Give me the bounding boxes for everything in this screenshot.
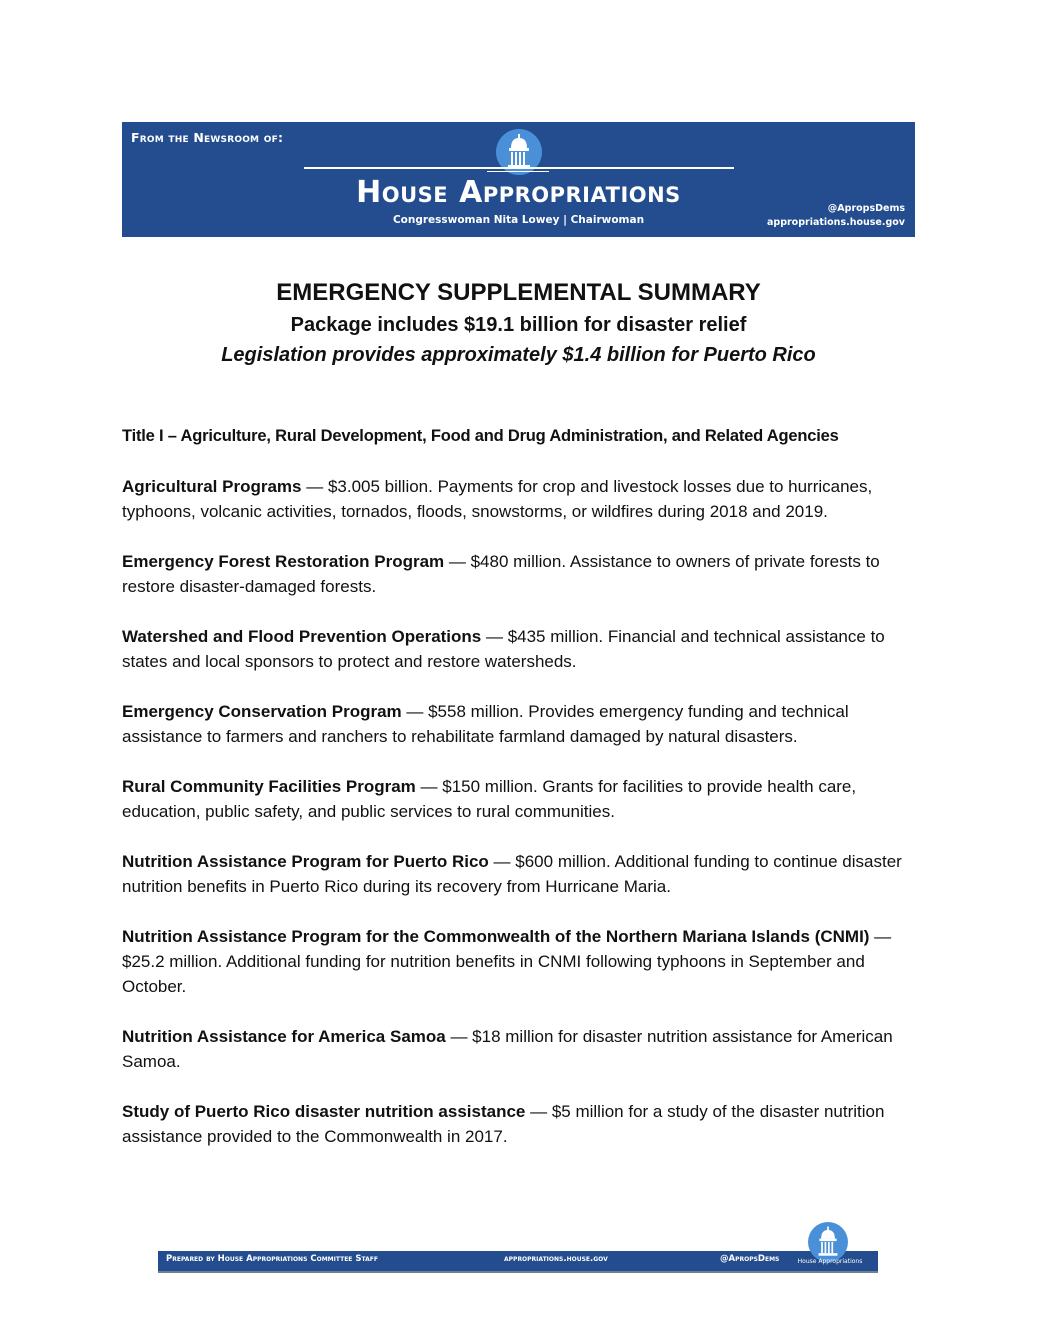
item-description: — $480 million. Assistance to owners of private forests to restore disaster-damaged forests.	[122, 552, 880, 596]
item-name: Emergency Conservation Program	[122, 702, 402, 721]
footer-bar	[158, 1251, 878, 1273]
funding-item	[122, 1024, 922, 1074]
item-description: — $558 million. Provides emergency funding and technical assistance to farmers and ranchers to rehabilitate farmland damaged by natural disasters.	[122, 702, 849, 746]
banner-divider	[304, 167, 734, 169]
item-description: — $3.005 billion. Payments for crop and livestock losses due to hurricanes, typhoons, volcanic activities, tornados, floods, snowstorms, or wildfires during 2018 and 2019.	[122, 477, 873, 521]
document-body	[122, 424, 922, 1174]
newsroom-label: From the Newsroom of:	[131, 130, 284, 145]
document-tagline: Legislation provides approximately $1.4 billion for Puerto Rico	[221, 344, 816, 366]
item-name: Nutrition Assistance Program for the Commonwealth of the Northern Mariana Islands (CNMI)	[122, 927, 870, 946]
footer-handle[interactable]: @ApropsDems	[720, 1254, 780, 1264]
footer-website[interactable]: appropriations.house.gov	[504, 1254, 608, 1264]
funding-item	[122, 474, 922, 524]
banner-handle[interactable]: @ApropsDems	[827, 203, 905, 214]
funding-item	[122, 774, 922, 824]
item-description: — $5 million for a study of the disaster nutrition assistance provided to the Commonwealth in 2017.	[122, 1102, 885, 1146]
footer-prepared-by: Prepared by House Appropriations Committee Staff	[166, 1254, 378, 1264]
banner-title: House Appropriations	[356, 175, 681, 210]
banner-subtitle: Congresswoman Nita Lowey | Chairwoman	[392, 214, 645, 226]
item-name: Study of Puerto Rico disaster nutrition assistance	[122, 1102, 526, 1121]
funding-item	[122, 549, 922, 599]
item-description: — $25.2 million. Additional funding for nutrition benefits in CNMI following typhoons in September and October.	[122, 927, 892, 996]
item-name: Rural Community Facilities Program	[122, 777, 416, 796]
item-description: — $600 million. Additional funding to continue disaster nutrition benefits in Puerto Rico during its recovery from Hurricane Maria.	[122, 852, 902, 896]
item-name: Watershed and Flood Prevention Operations	[122, 627, 482, 646]
item-name: Agricultural Programs	[122, 477, 302, 496]
funding-item	[122, 1099, 922, 1149]
item-description: — $150 million. Grants for facilities to provide health care, education, public safety, and public services to rural communities.	[122, 777, 857, 821]
item-description: — $435 million. Financial and technical assistance to states and local sponsors to protect and restore watersheds.	[122, 627, 885, 671]
section-title: Title I – Agriculture, Rural Development, Food and Drug Administration, and Related Agencies	[122, 427, 839, 445]
capitol-dome-icon	[808, 1222, 848, 1262]
funding-item	[122, 924, 922, 999]
banner-divider-short	[487, 171, 549, 172]
funding-item	[122, 624, 922, 674]
document-subtitle: Package includes $19.1 billion for disaster relief	[290, 314, 747, 336]
footer-logo-label: House Appropriations	[797, 1258, 863, 1265]
item-name: Emergency Forest Restoration Program	[122, 552, 445, 571]
banner-website[interactable]: appropriations.house.gov	[766, 217, 905, 228]
item-name: Nutrition Assistance for America Samoa	[122, 1027, 446, 1046]
funding-item	[122, 699, 922, 749]
item-name: Nutrition Assistance Program for Puerto Rico	[122, 852, 489, 871]
item-description: — $18 million for disaster nutrition assistance for American Samoa.	[122, 1027, 893, 1071]
newsroom-banner	[122, 122, 915, 237]
document-title: EMERGENCY SUPPLEMENTAL SUMMARY	[276, 279, 761, 306]
funding-item	[122, 849, 922, 899]
banner-contact	[767, 202, 905, 230]
